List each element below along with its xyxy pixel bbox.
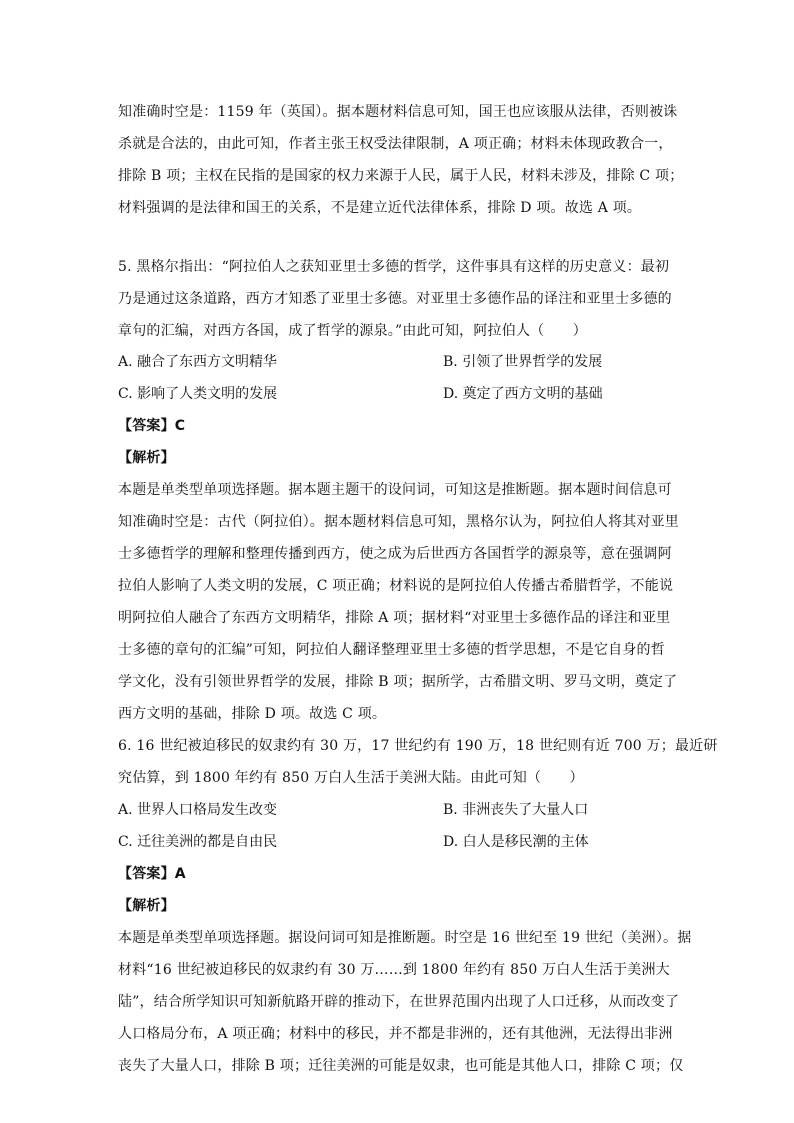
text-line: 杀就是合法的，由此可知，作者主张王权受法律限制，A 项正确；材料未体现政教合一，: [118, 136, 673, 152]
q5-option-c: C. 影响了人类文明的发展: [118, 386, 278, 402]
q5-analysis-heading: 【解析】: [118, 450, 175, 466]
question-6-stem: 6. 16 世纪被迫移民的奴隶约有 30 万，17 世纪约有 190 万，18 世纪则有近 700 万；最近研: [118, 738, 718, 754]
q6-analysis-line: 陆”，结合所学知识可知新航路开辟的推动下，在世界范围内出现了人口迁移，从而改变了: [118, 994, 680, 1010]
q6-analysis-line: 本题是单类型单项选择题。据设问词可知是推断题。时空是 16 世纪至 19 世纪（美洲）。据: [118, 930, 692, 946]
question-6-stem: 究估算，到 1800 年约有 850 万白人生活于美洲大陆。由此可知（ ）: [118, 770, 584, 786]
text-line: 材料强调的是法律和国王的关系，不是建立近代法律体系，排除 D 项。故选 A 项。: [118, 200, 642, 216]
q6-analysis-line: 丧失了大量人口，排除 B 项；迁往美洲的可能是奴隶，也可能是其他人口，排除 C 项；仅: [118, 1058, 684, 1074]
q5-analysis-line: 知准确时空是：古代（阿拉伯）。据本题材料信息可知，黑格尔认为，阿拉伯人将其对亚里: [118, 514, 679, 530]
text-line: 知准确时空是：1159 年（英国）。据本题材料信息可知，国王也应该服从法律，否则被诛: [118, 104, 678, 120]
q5-analysis-line: 士多德哲学的理解和整理传播到西方，使之成为后世西方各国哲学的源泉等，意在强调阿: [118, 546, 672, 562]
q6-option-b: B. 非洲丧失了大量人口: [443, 802, 589, 818]
q6-answer: 【答案】A: [118, 866, 186, 882]
q5-analysis-line: 明阿拉伯人融合了东西方文明精华，排除 A 项；据材料“对亚里士多德作品的译注和亚里: [118, 610, 671, 626]
q5-analysis-line: 学文化，没有引领世界哲学的发展，排除 B 项；据所学，古希腊文明、罗马文明，奠定了: [118, 674, 678, 690]
q5-analysis-line: 拉伯人影响了人类文明的发展，C 项正确；材料说的是阿拉伯人传播古希腊哲学，不能说: [118, 578, 674, 594]
question-5-stem: 乃是通过这条道路，西方才知悉了亚里士多德。对亚里士多德作品的译注和亚里士多德的: [118, 291, 672, 307]
text-line: 排除 B 项；主权在民指的是国家的权力来源于人民，属于人民，材料未涉及，排除 C 项；: [118, 168, 684, 184]
q6-analysis-line: 材料“16 世纪被迫移民的奴隶约有 30 万……到 1800 年约有 850 万白人生活于美洲大: [118, 962, 670, 978]
q5-analysis-line: 西方文明的基础，排除 D 项。故选 C 项。: [118, 706, 387, 722]
question-5-stem: 5. 黑格尔指出：“阿拉伯人之获知亚里士多德的哲学，这件事具有这样的历史意义：最初: [118, 259, 670, 275]
q6-option-c: C. 迁往美洲的都是自由民: [118, 834, 278, 850]
q5-option-a: A. 融合了东西方文明精华: [118, 354, 278, 370]
q5-option-d: D. 奠定了西方文明的基础: [443, 386, 603, 402]
q6-analysis-line: 人口格局分布，A 项正确；材料中的移民，并不都是非洲的，还有其他洲，无法得出非洲: [118, 1026, 673, 1042]
q5-answer: 【答案】C: [118, 418, 186, 434]
q5-option-b: B. 引领了世界哲学的发展: [443, 354, 603, 370]
question-5-stem: 章句的汇编，对西方各国，成了哲学的源泉。”由此可知，阿拉伯人（ ）: [118, 323, 587, 339]
q5-analysis-line: 本题是单类型单项选择题。据本题主题干的设问词，可知这是推断题。据本题时间信息可: [118, 482, 672, 498]
q6-option-d: D. 白人是移民潮的主体: [443, 834, 589, 850]
q6-option-a: A. 世界人口格局发生改变: [118, 802, 278, 818]
q5-analysis-line: 士多德的章句的汇编”可知，阿拉伯人翻译整理亚里士多德的哲学思想，不是它自身的哲: [118, 642, 665, 658]
q6-analysis-heading: 【解析】: [118, 898, 175, 914]
